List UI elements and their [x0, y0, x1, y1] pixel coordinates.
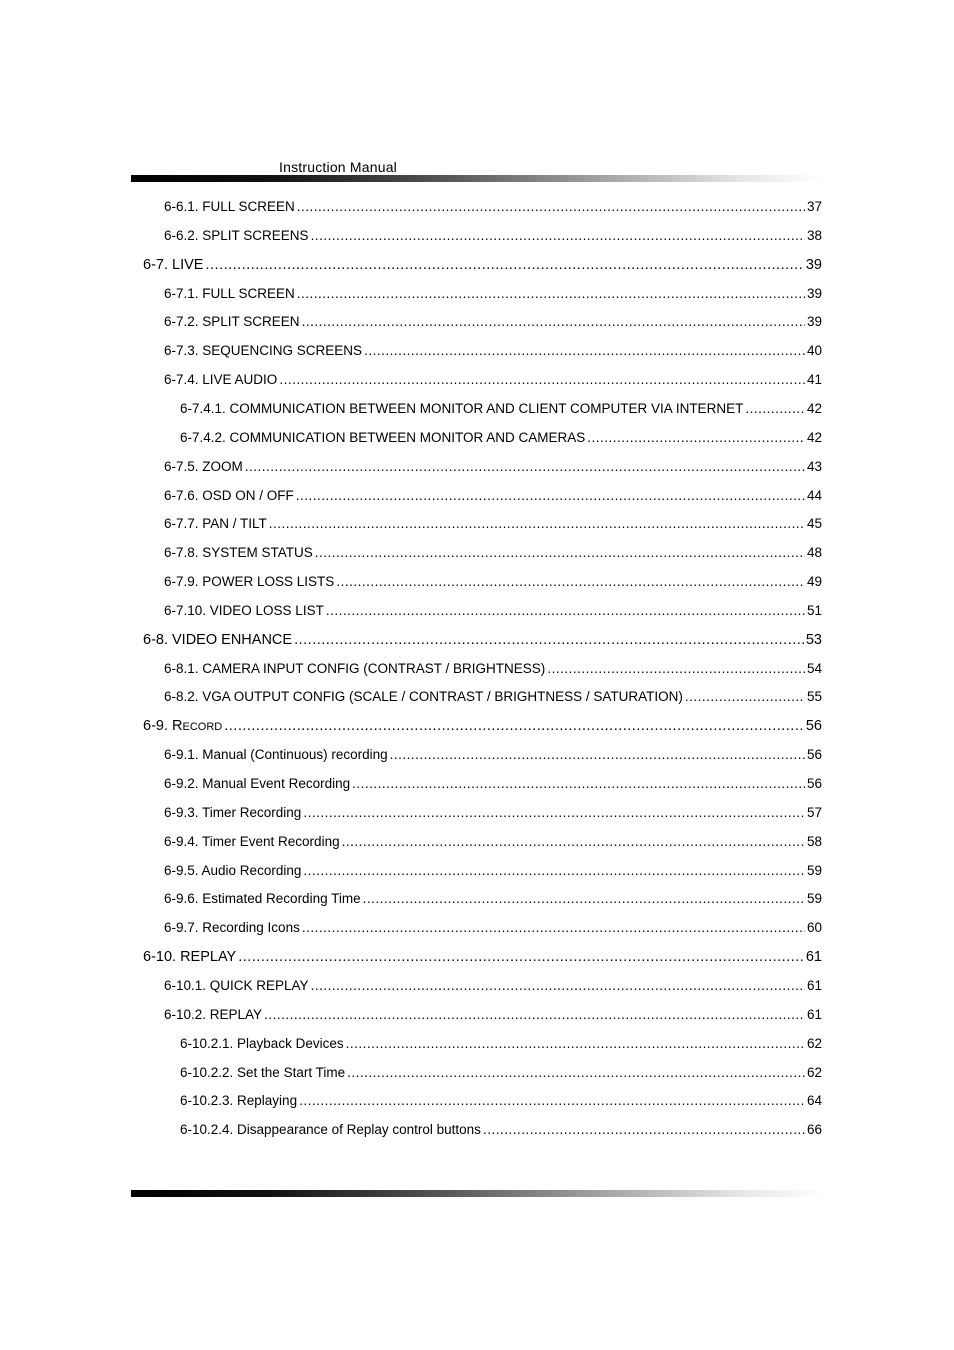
dot-leader [224, 718, 804, 734]
toc-entry[interactable] [164, 747, 822, 767]
toc-entry[interactable] [164, 314, 822, 334]
toc-entry-page-number: 61 [805, 949, 822, 966]
toc-entry[interactable] [164, 286, 822, 306]
toc-entry-page-number: 39 [806, 314, 822, 330]
header-title: Instruction Manual [279, 159, 397, 175]
toc-entry[interactable] [180, 430, 822, 450]
toc-entry-page-number: 44 [806, 487, 822, 503]
toc-entry-page-number: 38 [806, 227, 822, 243]
dot-leader [363, 891, 805, 906]
toc-entry-page-number: 62 [806, 1035, 822, 1051]
dot-leader [342, 834, 805, 849]
toc-entry-title: 6-10.2. REPLAY [164, 1006, 263, 1022]
toc-entry-page-number: 61 [806, 1006, 822, 1022]
toc-entry-title: 6-7.6. OSD ON / OFF [164, 487, 294, 503]
toc-entry-title: 6-9.4. Timer Event Recording [164, 833, 340, 849]
toc-entry-page-number: 40 [806, 343, 822, 359]
dot-leader [297, 199, 805, 214]
toc-entry[interactable] [164, 488, 822, 508]
toc-entry-title-small-caps: ECORD [182, 721, 223, 734]
toc-entry[interactable] [164, 574, 822, 594]
toc-entry-title: 6-7. LIVE [143, 256, 204, 273]
toc-entry-title: 6-10.2.2. Set the Start Time [180, 1064, 346, 1080]
toc-entry[interactable] [164, 199, 822, 219]
toc-entry-page-number: 42 [806, 429, 822, 445]
toc-entry-title: 6-7.7. PAN / TILT [164, 516, 267, 532]
dot-leader [347, 1065, 805, 1080]
dot-leader [547, 661, 805, 676]
toc-entry[interactable] [180, 1065, 822, 1085]
toc-entry[interactable] [180, 1036, 822, 1056]
toc-entry-title: 6-7.4. LIVE AUDIO [164, 372, 278, 388]
toc-entry[interactable] [180, 1122, 822, 1142]
toc-entry-page-number: 48 [806, 545, 822, 561]
dot-leader [685, 689, 805, 704]
dot-leader [587, 430, 805, 445]
toc-entry-title: 6-8.1. CAMERA INPUT CONFIG (CONTRAST / BRIGHTNESS) [164, 660, 546, 676]
dot-leader [346, 1036, 805, 1051]
toc-entry[interactable] [164, 805, 822, 825]
toc-entry[interactable] [143, 257, 822, 277]
dot-leader [303, 805, 805, 820]
dot-leader [302, 920, 805, 935]
toc-entry-page-number: 37 [806, 199, 822, 214]
dot-leader [238, 949, 804, 965]
toc-entry[interactable] [143, 718, 822, 738]
toc-entry-page-number: 66 [806, 1122, 822, 1138]
toc-entry[interactable] [164, 372, 822, 392]
dot-leader [745, 401, 805, 416]
toc-entry[interactable] [180, 401, 822, 421]
toc-entry[interactable] [143, 632, 822, 652]
toc-entry-page-number: 59 [806, 891, 822, 907]
toc-entry[interactable] [164, 891, 822, 911]
toc-entry-page-number: 43 [806, 458, 822, 474]
dot-leader [352, 776, 805, 791]
toc-entry-page-number: 41 [806, 372, 822, 388]
toc-entry-page-number: 62 [806, 1064, 822, 1080]
header-rule [131, 175, 825, 182]
dot-leader [205, 257, 803, 273]
toc-entry-page-number: 53 [805, 631, 822, 648]
toc-entry-page-number: 51 [806, 602, 822, 618]
toc-entry-title: 6-7.2. SPLIT SCREEN [164, 314, 300, 330]
toc-entry[interactable] [143, 949, 822, 969]
toc-entry[interactable] [164, 459, 822, 479]
dot-leader [311, 978, 805, 993]
toc-entry-title: 6-7.4.1. COMMUNICATION BETWEEN MONITOR AND CLIENT COMPUTER VIA INTERNET [180, 400, 744, 416]
toc-entry-page-number: 42 [806, 400, 822, 416]
toc-entry[interactable] [164, 343, 822, 363]
toc-entry-page-number: 56 [805, 718, 822, 735]
dot-leader [302, 314, 805, 329]
toc-entry-title: 6-6.2. SPLIT SCREENS [164, 227, 309, 243]
toc-entry-page-number: 57 [806, 804, 822, 820]
dot-leader [294, 632, 804, 648]
toc-entry-page-number: 61 [806, 977, 822, 993]
toc-entry-page-number: 56 [806, 776, 822, 791]
dot-leader [364, 343, 805, 358]
toc-entry-title: 6-8. VIDEO ENHANCE [143, 631, 293, 648]
toc-entry-title: 6-7.8. SYSTEM STATUS [164, 545, 313, 561]
toc-entry-title: 6-7.4.2. COMMUNICATION BETWEEN MONITOR AND CAMERAS [180, 429, 586, 445]
toc-entry-title: 6-9.5. Audio Recording [164, 862, 302, 878]
toc-entry-title: 6-6.1. FULL SCREEN [164, 199, 295, 214]
dot-leader [279, 372, 805, 387]
toc-entry-title: 6-10.2.3. Replaying [180, 1093, 298, 1109]
toc-entry-page-number: 45 [806, 516, 822, 532]
dot-leader [296, 488, 805, 503]
toc-entry-page-number: 49 [806, 574, 822, 590]
toc-entry-title: 6-10.2.4. Disappearance of Replay control buttons [180, 1122, 481, 1138]
toc-entry[interactable] [164, 978, 822, 998]
dot-leader [390, 747, 805, 762]
toc-entry-page-number: 55 [806, 689, 822, 705]
dot-leader [299, 1093, 805, 1108]
dot-leader [245, 459, 805, 474]
dot-leader [269, 516, 805, 531]
toc-entry[interactable] [164, 776, 822, 796]
toc-entry-title: 6-10.1. QUICK REPLAY [164, 977, 309, 993]
toc-entry-title: 6-9.6. Estimated Recording Time [164, 891, 361, 907]
dot-leader [315, 545, 805, 560]
toc-entry-page-number: 54 [806, 660, 822, 676]
toc-entry-page-number: 39 [805, 256, 822, 273]
toc-entry-title: 6-7.9. POWER LOSS LISTS [164, 574, 335, 590]
dot-leader [303, 863, 805, 878]
toc-entry-title: 6-9.2. Manual Event Recording [164, 776, 351, 791]
toc-entry[interactable] [164, 516, 822, 536]
toc-entry-page-number: 64 [806, 1093, 822, 1109]
toc-entry-page-number: 58 [806, 833, 822, 849]
dot-leader [264, 1007, 805, 1022]
dot-leader [311, 228, 805, 243]
toc-entry-page-number: 60 [806, 920, 822, 936]
toc-entry-page-number: 59 [806, 862, 822, 878]
toc-entry[interactable] [164, 545, 822, 565]
dot-leader [297, 286, 805, 301]
toc-entry[interactable] [164, 834, 822, 854]
toc-entry[interactable] [164, 920, 822, 940]
toc-entry-page-number: 39 [806, 285, 822, 301]
toc-entry[interactable] [164, 1007, 822, 1027]
toc-entry[interactable] [164, 863, 822, 883]
toc-entry-page-number: 56 [806, 747, 822, 763]
toc-entry-title: 6-8.2. VGA OUTPUT CONFIG (SCALE / CONTRAST / BRIGHTNESS / SATURATION) [164, 689, 683, 705]
toc-entry-title: 6-7.10. VIDEO LOSS LIST [164, 602, 324, 618]
toc-entry[interactable] [164, 661, 822, 681]
toc-entry-title: 6-9.1. Manual (Continuous) recording [164, 747, 388, 763]
toc-entry-title: 6-9.7. Recording Icons [164, 920, 300, 936]
toc-entry-title: 6-7.5. ZOOM [164, 458, 243, 474]
toc-entry-title: 6-7.3. SEQUENCING SCREENS [164, 343, 363, 359]
toc-entry[interactable] [164, 228, 822, 248]
dot-leader [483, 1122, 805, 1137]
dot-leader [336, 574, 805, 589]
toc-entry-title: 6-10.2.1. Playback Devices [180, 1035, 344, 1051]
toc-entry[interactable] [164, 689, 822, 709]
toc-entry[interactable] [180, 1093, 822, 1113]
toc-entry-title: 6-10. REPLAY [143, 949, 237, 966]
footer-rule [131, 1190, 825, 1197]
toc-entry[interactable] [164, 603, 822, 623]
toc-entry-title: 6-9.3. Timer Recording [164, 804, 302, 820]
dot-leader [326, 603, 805, 618]
toc-entry-title: 6-7.1. FULL SCREEN [164, 285, 295, 301]
toc-entry-title: 6-9. R [143, 718, 183, 735]
